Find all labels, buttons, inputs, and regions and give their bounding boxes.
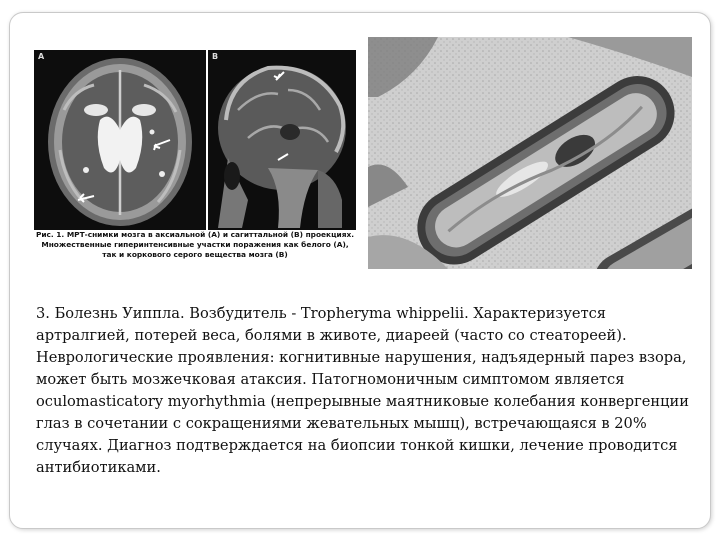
panel-a-letter: A: [38, 52, 45, 61]
description-paragraph: 3. Болезнь Уиппла. Возбудитель - Tropheryma whippelii. Характеризуется артралгией, потерей веса, болями в животе, диареей (часто со стеатореей). Неврологические проявления: когнитивные нарушения, надъядерный парез взора, может быть мозжечковая атаксия. Патогномоничным симптомом является oculomasticatory myorhythmia (непрерывные маятниковые колебания конвергенции глаз в сочетании с сокращениями жевательных мышц), встречающаяся в 20% случаях. Диагноз подтверждается на биопсии тонкой кишки, лечение проводится антибиотиками.: [36, 305, 689, 476]
electron-micrograph-image: [368, 37, 692, 269]
figure-caption: Рис. 1. МРТ-снимки мозга в аксиальной (А) и сагиттальной (В) проекциях. Множественные гиперинтенсивные участки поражения как белого (А), так и коркового серого вещества мозга (В): [35, 230, 355, 259]
panel-b-letter: B: [212, 52, 219, 61]
mri-figure: [34, 50, 356, 270]
mri-axial-image: [34, 50, 206, 230]
mri-sagittal-image: [208, 50, 356, 230]
